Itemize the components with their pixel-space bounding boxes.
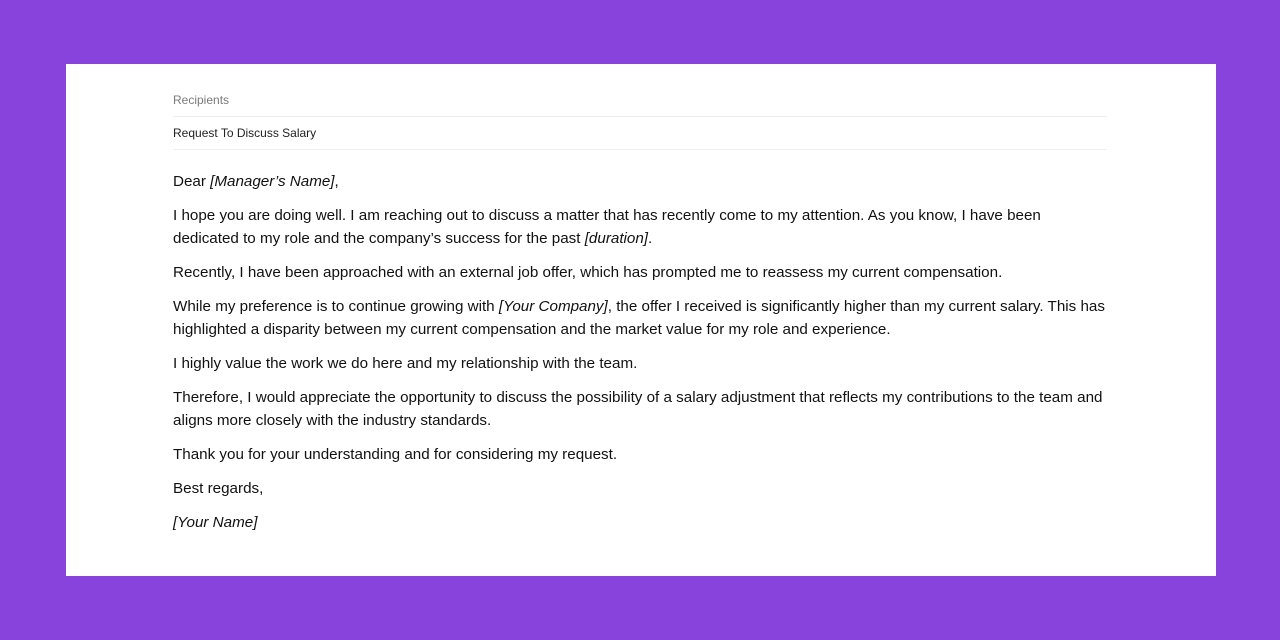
paragraph-preference [173,295,1107,341]
paragraph-preference-end: , the offer I received is significantly higher than my current salary. This has highlighted a disparity between my current compensation and the market value for my role and experience. [173,298,1105,338]
closing-line: Best regards, [173,480,264,497]
paragraph-preference-start: While my preference is to continue growing with [173,298,499,315]
your-name-placeholder: [Your Name] [173,514,258,531]
signature-line [173,511,1107,534]
paragraph-value: I highly value the work we do here and my relationship with the team. [173,355,638,372]
manager-name-placeholder: [Manager’s Name] [210,173,335,190]
greeting-line [173,170,1107,193]
email-body-editor[interactable] [173,170,1107,534]
paragraph-thanks: Thank you for your understanding and for considering my request. [173,446,618,463]
paragraph-job-offer: Recently, I have been approached with an external job offer, which has prompted me to reassess my current compensation. [173,264,1003,281]
greeting-prefix: Dear [173,173,211,190]
paragraph-request: Therefore, I would appreciate the opportunity to discuss the possibility of a salary adjustment that reflects my contributions to the team and aligns more closely with the industry standards. [173,389,1103,429]
company-placeholder: [Your Company] [498,298,608,315]
compose-content [173,84,1107,545]
subject-text: Request To Discuss Salary [173,126,317,140]
email-compose-window [66,64,1216,576]
paragraph-intro-text: I hope you are doing well. I am reaching out to discuss a matter that has recently come to my attention. As you know, I have been dedicated to my role and the company’s success for the past [173,207,1041,247]
duration-placeholder: [duration] [584,230,649,247]
greeting-suffix: , [334,173,339,190]
subject-field[interactable] [173,117,1107,150]
paragraph-intro-end: . [648,230,653,247]
recipients-placeholder: Recipients [173,93,230,107]
recipients-field[interactable] [173,84,1107,117]
paragraph-intro [173,204,1107,250]
